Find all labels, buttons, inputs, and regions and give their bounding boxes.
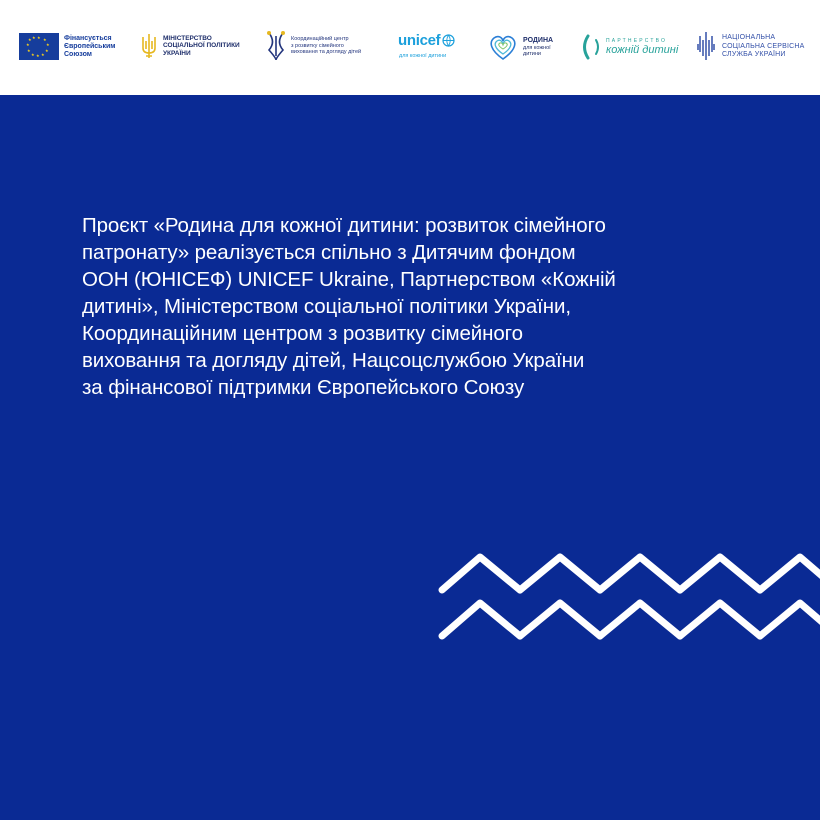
kozhnii-dytyni-text: ПАРТНЕРСТВО кожній дитині <box>606 38 679 56</box>
social-service-icon <box>696 30 716 64</box>
zigzag-line-bottom <box>442 603 820 636</box>
social-service-text: НАЦІОНАЛЬНА СОЦІАЛЬНА СЕРВІСНА СЛУЖБА УКРАЇНИ <box>722 34 805 59</box>
ministry-logo-text: МІНІСТЕРСТВО СОЦІАЛЬНОЇ ПОЛІТИКИ УКРАЇНИ <box>163 34 240 57</box>
rodyna-text: РОДИНА для кожної дитини <box>523 37 554 57</box>
eu-flag-icon: ★ ★ ★ ★ ★ ★ ★ ★ ★ ★ ★ <box>19 33 59 60</box>
kozhnii-dytyni-logo <box>580 34 678 60</box>
description-line: дитині», Міністерством соціальної політики України, <box>82 295 571 318</box>
unicef-logo <box>398 32 455 59</box>
zigzag-line-top <box>442 557 820 590</box>
trident-icon <box>140 33 158 59</box>
coordination-center-logo <box>266 30 361 62</box>
ministry-logo <box>140 33 240 59</box>
unicef-wordmark: unicef <box>398 32 455 49</box>
description-line: патронату» реалізується спільно з Дитячим фондом <box>82 241 576 264</box>
description-line: ООН (ЮНІСЕФ) UNICEF Ukraine, Партнерством «Кожній <box>82 268 616 291</box>
social-service-logo <box>696 30 805 64</box>
logo-bar <box>0 0 820 95</box>
unicef-globe-icon <box>442 34 455 47</box>
coordination-center-text: Координаційний центр з розвитку сімейного виховання та догляду дітей <box>291 36 362 56</box>
description-line: за фінансової підтримки Європейського Союзу <box>82 376 525 399</box>
description-line: виховання та догляду дітей, Нацсоцслужбою України <box>82 349 585 372</box>
project-description <box>82 212 782 401</box>
bracket-icon <box>580 34 602 60</box>
coordination-center-icon <box>266 30 286 62</box>
description-line: Проєкт «Родина для кожної дитини: розвиток сімейного <box>82 214 606 237</box>
rodyna-logo <box>488 33 553 61</box>
heart-icon <box>488 33 518 61</box>
eu-logo-text: Фінансується Європейським Союзом <box>64 34 116 58</box>
zigzag-waves-decoration <box>438 552 820 647</box>
unicef-tagline: для кожної дитини <box>399 53 447 59</box>
eu-logo <box>19 33 115 60</box>
description-line: Координаційним центром з розвитку сімейного <box>82 322 523 345</box>
